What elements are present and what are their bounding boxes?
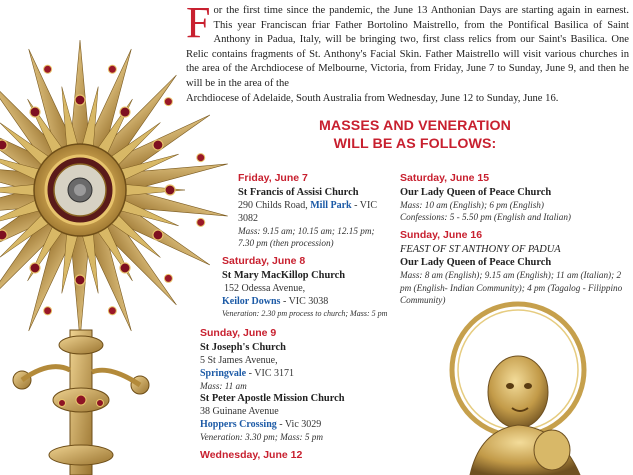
schedule-heading: [280, 117, 550, 153]
postcode: - VIC 3082: [238, 200, 377, 224]
postcode: - VIC 3171: [246, 367, 294, 379]
church-address: [222, 282, 378, 308]
schedule-friday: [238, 172, 378, 249]
mass-times: Veneration: 3.30 pm; Mass: 5 pm: [200, 431, 323, 442]
church-name: St Francis of Assisi Church: [238, 187, 359, 198]
church-name: St Peter Apostle Mission Church: [200, 392, 345, 404]
day-label: Saturday, June 15: [400, 172, 490, 184]
church-name: St Mary MacKillop Church: [222, 270, 346, 282]
schedule-sunday-16: [400, 229, 625, 306]
church-address: [200, 418, 378, 431]
mass-times: Veneration: 2.30 pm process to church; Mass: 5 pm: [222, 309, 388, 319]
church-name: Our Lady Queen of Peace Church: [400, 187, 552, 198]
day-label: Sunday, June 9: [200, 326, 277, 339]
schedule-left-column: [200, 172, 388, 463]
day-label: Friday, June 7: [238, 172, 308, 184]
saint-statue-image: [430, 300, 633, 475]
schedule-wednesday: [200, 449, 378, 462]
church-name: Our Lady Queen of Peace Church: [400, 257, 552, 269]
church-address: [238, 199, 378, 225]
mass-times: Mass: 9.15 am; 10.15 am; 12.15 pm; 7.30 pm (then procession): [238, 226, 375, 249]
suburb: Mill Park: [310, 200, 352, 211]
intro-last-line: Archdiocese of Adelaide, South Australia from Wednesday, June 12 to Sunday, June 16.: [186, 92, 559, 104]
mass-times: Mass: 8 am (English); 9.15 am (English); 11 am (Italian); 2 pm (English- Indian Community); 4 pm (Tagalog - Filippino Community): [400, 270, 623, 305]
feast-title: FEAST OF ST ANTHONY OF PADUA: [400, 244, 561, 256]
intro-paragraph: [186, 0, 629, 106]
postcode: - Vic 3029: [276, 418, 322, 430]
drop-cap: F: [186, 0, 211, 47]
street: 290 Childs Road,: [238, 200, 311, 211]
heading-line-1: MASSES AND VENERATION: [318, 118, 512, 134]
schedule-saturday: [222, 255, 388, 320]
confession-times: Confessions: 5 - 5.50 pm (English and Italian): [400, 212, 571, 223]
day-label: Sunday, June 16: [400, 229, 483, 242]
heading-line-2: WILL BE AS FOLLOWS:: [333, 136, 497, 152]
street: 152 Odessa Avenue,: [224, 283, 306, 295]
mass-times: Mass: 11 am: [200, 380, 247, 391]
mass-times: Mass: 10 am (English); 6 pm (English): [400, 200, 544, 210]
schedule-saturday-15: [400, 172, 625, 223]
postcode: - VIC 3038: [280, 296, 329, 308]
suburb: Springvale: [200, 367, 247, 379]
church-name: St Joseph's Church: [200, 341, 286, 353]
church-address: [200, 367, 378, 380]
street: 5 St James Avenue,: [200, 354, 278, 366]
intro-text: or the first time since the pandemic, the June 13 Anthonian Days are starting again in earnest. This year Franciscan friar Father Bortolino Maistrello, from the Pontifical Basilica of Saint Anthony in Padua, Italy, will be bringing two, first class relics from our Saint's Basilica. One Relic contains fragments of St. Anthony's Facial Skin. Father Maistrello will visit various churches in the area of the Archdiocese of Melbourne, Victoria, from Friday, June 7 to Sunday, June 9, and then he will be in the area of the: [186, 5, 629, 89]
day-label: Saturday, June 8: [222, 255, 306, 268]
schedule-sunday: [200, 327, 378, 443]
suburb: Keilor Downs: [222, 296, 281, 308]
street: 38 Guinane Avenue: [200, 405, 279, 417]
suburb: Hoppers Crossing: [200, 418, 277, 430]
schedule-right-column: [400, 172, 625, 312]
day-label: Wednesday, June 12: [200, 449, 303, 462]
